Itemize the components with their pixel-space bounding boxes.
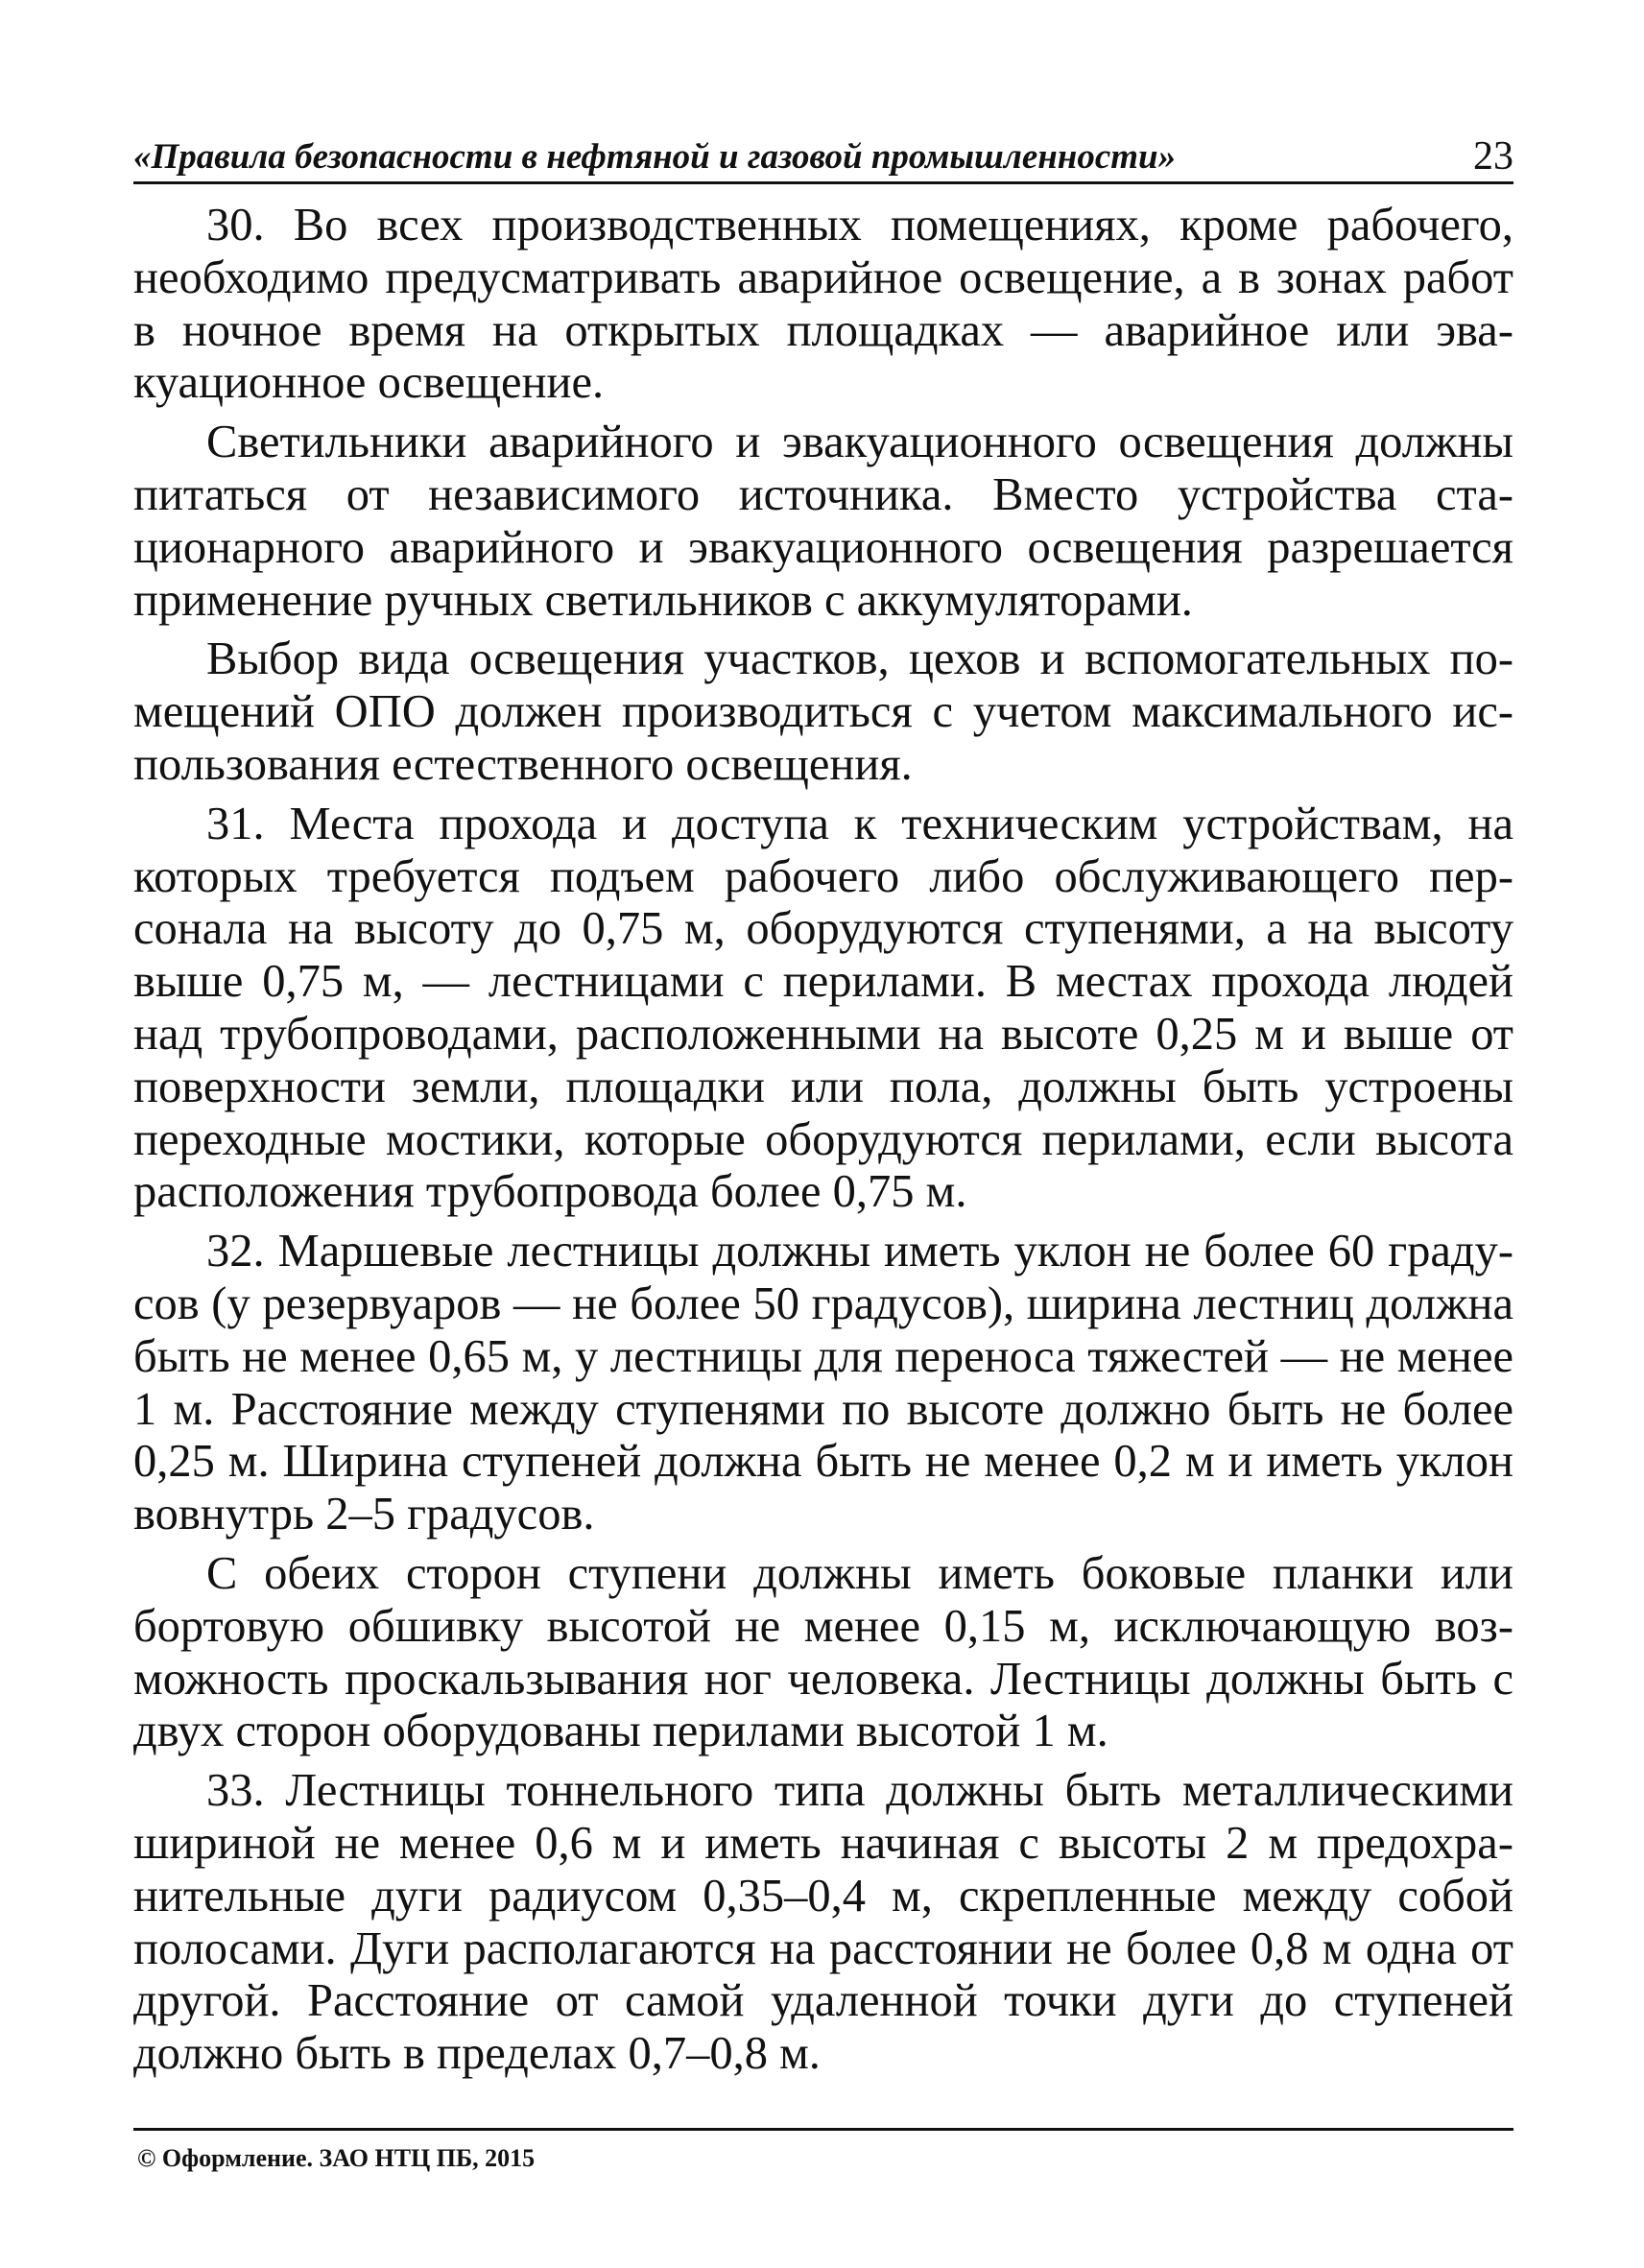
paragraph-30: 30. Во всех производственных помещениях, кроме рабочего, необходимо предусматривать аварийное освещение, а в зонах работ в ночное время на открытых площадках — аварийное или эвакуационное освещение.	[133, 200, 1513, 409]
paragraph-33: 33. Лестницы тоннельного типа должны быть металлическими шириной не менее 0,6 м и иметь начиная с высоты 2 м предохранительные дуги радиусом 0,35–0,4 м, скрепленные между собой полосами. Дуги располагаются на расстоянии не более 0,8 м одна от другой. Расстояние от самой удаленной точки дуги до ступеней должно быть в пределах 0,7–0,8 м.	[133, 1765, 1513, 2080]
paragraph-emergency-lights: Светильники аварийного и эвакуационного освещения должны питаться от независимого источника. Вместо устройства стационарного аварийного и эвакуационного освещения разрешается применение ручных светильников с аккумуляторами.	[133, 417, 1513, 626]
header-title: «Правила безопасности в нефтяной и газовой промышленности»	[133, 137, 1177, 177]
page-number: 23	[1473, 134, 1513, 179]
paragraph-side-planks: С обеих сторон ступени должны иметь боковые планки или бортовую обшивку высотой не менее 0,15 м, исключающую возможность проскальзывания ног человека. Лестницы должны быть с двух сторон оборудованы перилами высотой 1 м.	[133, 1547, 1513, 1757]
footer-copyright: © Оформление. ЗАО НТЦ ПБ, 2015	[137, 2144, 536, 2172]
running-header	[133, 125, 1513, 179]
body-text	[133, 200, 1513, 2088]
paragraph-32: 32. Маршевые лестницы должны иметь уклон не более 60 градусов (у резервуаров — не более 50 градусов), ширина лестниц должна быть не менее 0,65 м, у лестницы для переноса тяжестей — не менее 1 м. Расстояние между ступенями по высоте должно быть не более 0,25 м. Ширина ступеней должна быть не менее 0,2 м и иметь уклон вовнутрь 2–5 градусов.	[133, 1226, 1513, 1540]
header-rule	[133, 181, 1513, 184]
paragraph-lighting-choice: Выбор вида освещения участков, цехов и вспомогательных помещений ОПО должен производиться с учетом максимального использования естественного освещения.	[133, 633, 1513, 790]
footer-rule	[133, 2128, 1513, 2131]
paragraph-31: 31. Места прохода и доступа к техническим устройствам, на которых требуется подъем рабочего либо обслуживающего персонала на высоту до 0,75 м, оборудуются ступенями, а на высоту выше 0,75 м, — лестницами с перилами. В местах прохода людей над трубопроводами, расположенными на высоте 0,25 м и выше от поверхности земли, площадки или пола, должны быть устроены переходные мостики, которые оборудуются перилами, если высота расположения трубопровода более 0,75 м.	[133, 798, 1513, 1218]
